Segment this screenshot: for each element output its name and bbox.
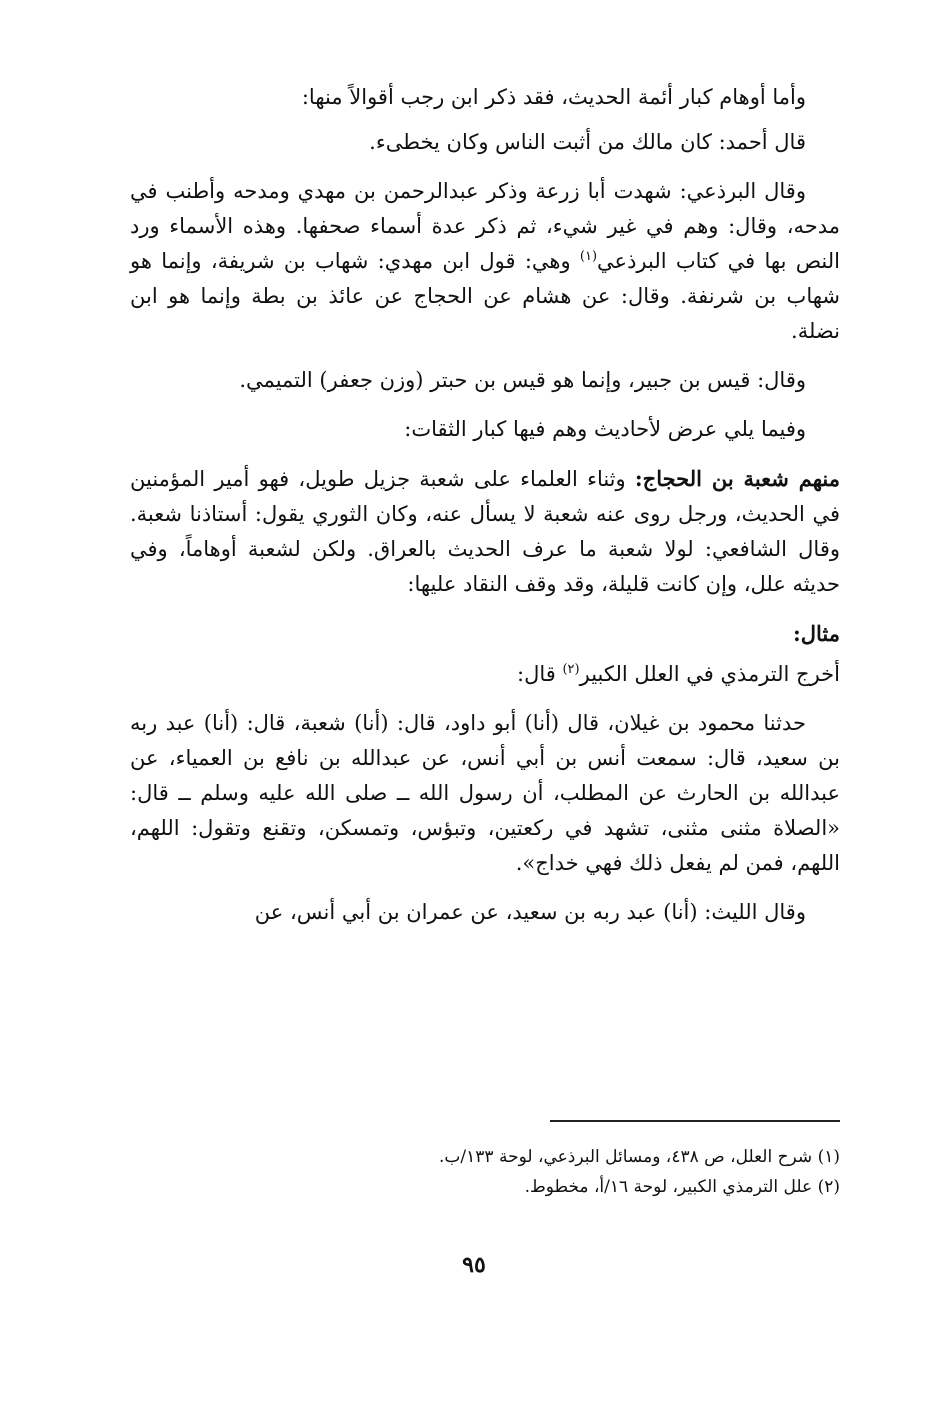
footnote-1: (١) شرح العلل، ص ٤٣٨، ومسائل البرذعي، لوحة ١٣٣/ب.: [439, 1147, 840, 1167]
page-number: ٩٥: [462, 1252, 486, 1278]
footnote-2: (٢) علل الترمذي الكبير، لوحة ١٦/أ، مخطوط.: [524, 1177, 840, 1197]
paragraph-shuba-lead: منهم شعبة بن الحجاج:: [634, 466, 840, 491]
paragraph-bardhai-text: وقال البرذعي: شهدت أبا زرعة وذكر عبدالرحمن بن مهدي ومدحه وأطنب في مدحه، وقال: وهم في غير شيء، ثم ذكر عدة أسماء صحفها. وهذه الأسماء ورد النص بها في كتاب البرذعي: [130, 179, 841, 273]
footnotes: [130, 1120, 840, 1202]
paragraph-ahmad: قال أحمد: كان مالك من أثبت الناس وكان يخطىء.: [369, 130, 806, 154]
paragraph-list-intro: وفيما يلي عرض لأحاديث وهم فيها كبار الثقات:: [404, 417, 806, 441]
paragraph-tirmidhi-rest: قال:: [517, 662, 563, 686]
footnote-ref-2: (٢): [562, 662, 580, 677]
footnote-divider: [550, 1120, 840, 1122]
footnote-ref-1: (١): [579, 249, 598, 264]
paragraph-intro: وأما أوهام كبار أئمة الحديث، فقد ذكر ابن رجب أقوالاً منها:: [301, 85, 806, 109]
page-body: [130, 80, 840, 944]
paragraph-layth: وقال الليث: (أنا) عبد ربه بن سعيد، عن عمران بن أبي أنس، عن: [254, 900, 806, 924]
paragraph-tirmidhi: [130, 657, 840, 692]
paragraph-tirmidhi-text: أخرج الترمذي في العلل الكبير: [579, 662, 840, 686]
paragraph-qays: وقال: قيس بن جبير، وإنما هو قيس بن حبتر (وزن جعفر) التميمي.: [239, 368, 806, 392]
paragraph-bardhai-rest: وهي: قول ابن مهدي: شهاب بن شريفة، وإنما هو شهاب بن شرنفة. وقال: عن هشام عن الحجاج عن عائذ بن بطة وإنما هو ابن نضلة.: [130, 249, 840, 343]
example-label: مثال:: [793, 621, 840, 646]
paragraph-hadith: حدثنا محمود بن غيلان، قال (أنا) أبو داود، قال: (أنا) شعبة، قال: (أنا) عبد ربه بن سعيد، قال: سمعت أنس بن أبي أنس، عن عبدالله بن نافع بن العمياء، عن عبدالله بن الحارث عن المطلب، أن رسول الله ــ صلى الله عليه وسلم ــ قال: «الصلاة مثنى مثنى، تشهد في ركعتين، وتبؤس، وتمسكن، وتقنع وتقول: اللهم، اللهم، فمن لم يفعل ذلك فهي خداج».: [130, 711, 840, 875]
paragraph-bardhai: [130, 174, 840, 349]
paragraph-shuba-text: وثناء العلماء على شعبة جزيل طويل، فهو أمير المؤمنين في الحديث، ورجل روى عنه شعبة لا يسأل عنه، وكان الثوري يقول: أستاذنا شعبة. وقال الشافعي: لولا شعبة ما عرف الحديث بالعراق. ولكن لشعبة أوهاماً، وفي حديثه علل، وإن كانت قليلة، وقد وقف النقاد عليها:: [130, 467, 840, 596]
paragraph-shuba: [130, 461, 840, 602]
